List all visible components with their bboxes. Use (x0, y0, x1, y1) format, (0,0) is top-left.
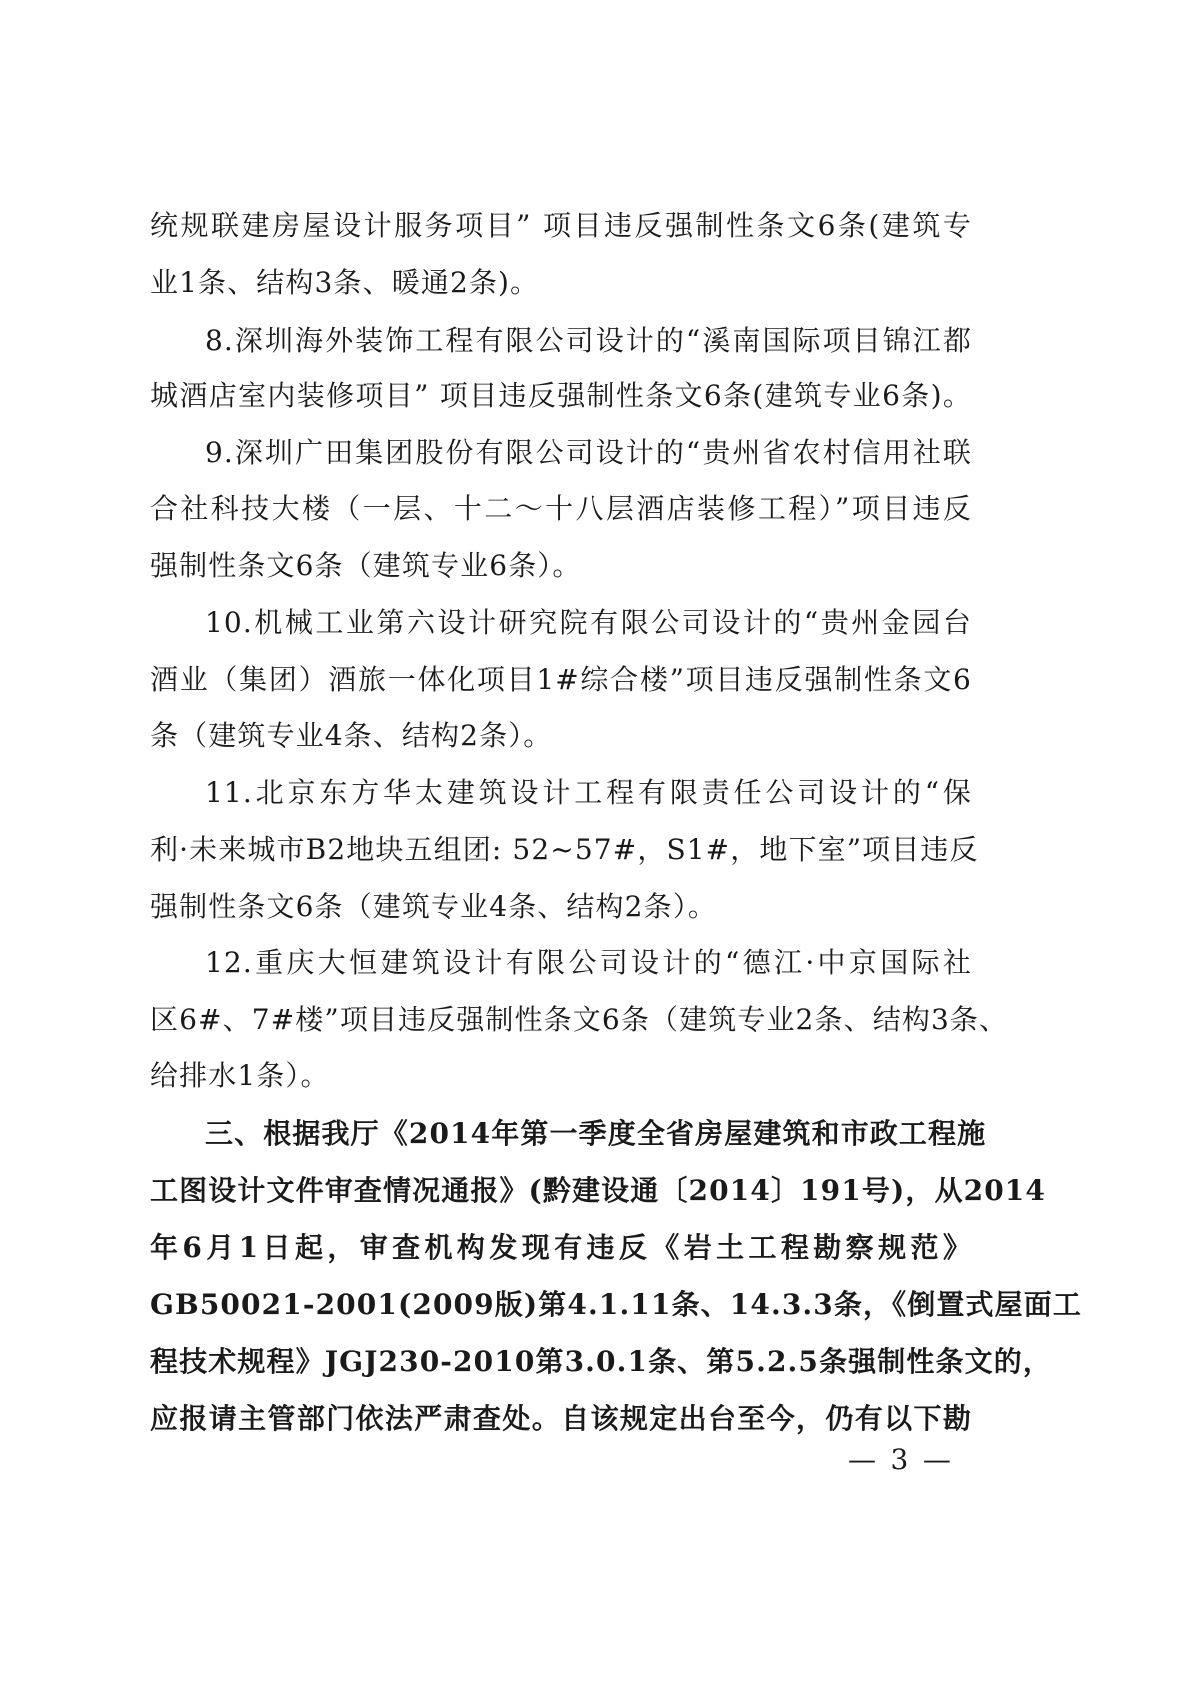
section-three-line: 应报请主管部门依法严肃查处。自该规定出台至今，仍有以下勘 (150, 1402, 972, 1435)
section-three-line: 程技术规程》JGJ230-2010第3.0.1条、第5.2.5条强制性条文的， (150, 1345, 1052, 1378)
list-item-8-line: 城酒店室内装修项目” 项目违反强制性条文6条(建筑专业6条)。 (150, 379, 972, 412)
list-item-11-line: 11.北京东方华太建筑设计工程有限责任公司设计的“保 (205, 776, 972, 809)
list-item-12-line: 给排水1条）。 (150, 1059, 330, 1092)
list-item-10-line: 酒业（集团）酒旅一体化项目1#综合楼”项目违反强制性条文6 (150, 663, 972, 696)
list-item-11-line: 利·未来城市B2地块五组团: 52~57#，S1#，地下室”项目违反 (150, 833, 979, 866)
list-item-10-line: 条（建筑专业4条、结构2条）。 (150, 719, 553, 752)
list-item-9-line: 合社科技大楼（一层、十二～十八层酒店装修工程）”项目违反 (150, 492, 972, 525)
list-item-12-line: 12.重庆大恒建筑设计有限公司设计的“德江·中京国际社 (205, 946, 972, 979)
list-item-11-line: 强制性条文6条（建筑专业4条、结构2条）。 (150, 890, 717, 923)
section-three-line: 工图设计文件审查情况通报》(黔建设通〔2014〕191号)，从2014 (150, 1174, 1047, 1207)
list-item-12-line: 区6#、7#楼”项目违反强制性条文6条（建筑专业2条、结构3条、 (150, 1003, 1009, 1036)
section-three-line: GB50021-2001(2009版)第4.1.11条、14.3.3条，《倒置式屋面工 (150, 1288, 1082, 1321)
list-item-9-line: 强制性条文6条（建筑专业6条）。 (150, 549, 582, 582)
list-item-8-line: 8.深圳海外装饰工程有限公司设计的“溪南国际项目锦江都 (205, 324, 972, 357)
body-line: 统规联建房屋设计服务项目” 项目违反强制性条文6条(建筑专 (150, 209, 972, 242)
body-line: 业1条、结构3条、暖通2条)。 (150, 266, 540, 299)
section-three-line: 年6月1日起，审查机构发现有违反《岩土工程勘察规范》 (150, 1231, 972, 1264)
list-item-9-line: 9.深圳广田集团股份有限公司设计的“贵州省农村信用社联 (205, 436, 972, 469)
list-item-10-line: 10.机械工业第六设计研究院有限公司设计的“贵州金园台 (205, 606, 972, 639)
section-three-line: 三、根据我厅《2014年第一季度全省房屋建筑和市政工程施 (205, 1117, 987, 1150)
page-number: — 3 — (848, 1443, 954, 1476)
